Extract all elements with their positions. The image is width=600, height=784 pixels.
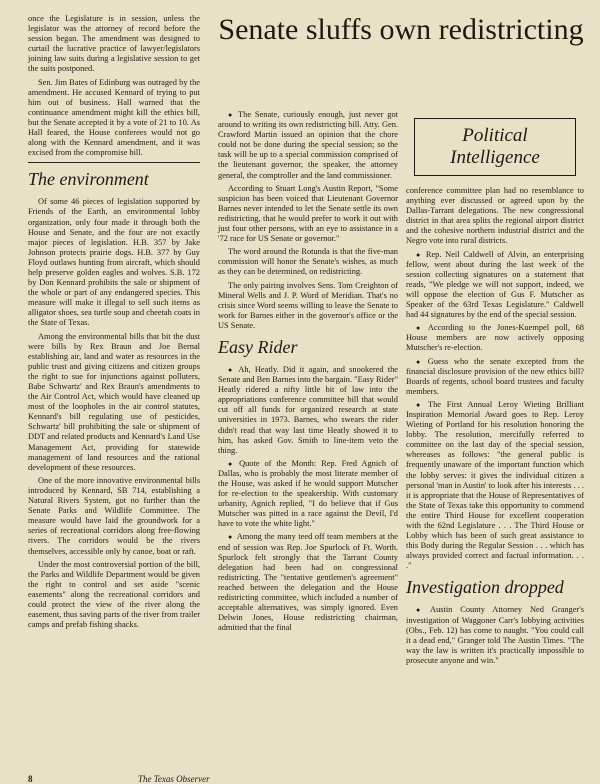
paragraph: Among the environmental bills that bit the dust were bills by Rex Braun and Joe Bernal establishing air, land and water as resources in the public trust and giving citizens and citizen groups the right to sue for injunctions against polluters, Babe Schwartz' and Rex Braun's amendments to the Air Control Act, which would have cleaned up most of the loopholes in the air control statutes, Kennard's bill regulating use of pesticides, Schwartz' bill prohibiting the sale or shipment of DDT and related products and Kennard's Land Use Management Act, providing for statewide management of land resources and the rational development of these resources. (28, 331, 200, 472)
newspaper-page (18, 13, 586, 784)
paragraph: The only pairing involves Sens. Tom Creighton of Mineral Wells and J. P. Word of Meridian. That's no crisis since Word seems willing to leave the Senate to work for Barnes either in the governor's office or the US Senate. (218, 280, 398, 330)
paragraph: Under the most controversial portion of the bill, the Parks and Wildlife Department would be given the right to control and set aside "scenic easements" along the recreational corridors and could protect the view of the river along the easement, thus saving parts of the river from trailer camps and prefab fishing shacks. (28, 559, 200, 630)
paragraph: According to Stuart Long's Austin Report, "Some suspicion has been voiced that Lieutenant Governor Barnes never intended to let the Senate settle its own redistricting, that he would prefer to work it out with just four other persons, with an eye to assistance in a '72 race for US Senate or governor." (218, 183, 398, 244)
box-title-line-1: Political (462, 125, 528, 146)
paragraph: once the Legislature is in session, unless the legislator was the attorney of record before the session began. The amendment was designed to curtail the lucrative practice of lawyer/legislators joining law suits during a legislative session to get the suits postponed. (28, 14, 200, 74)
paragraph: ● Ah, Heatly. Did it again, and snookered the Senate and Ben Barnes into the bargain. "Easy Rider" Heatly ridered a nifty little bit of law into the appropriations conference committee bill that would cut off all funds for organized research at state universities in 1973. Barnes, who swears the rider didn't read that way last time Heatly showed it to him, has asked Gov. Smith to line-item veto the thing. (218, 365, 398, 456)
political-intelligence-box (414, 118, 576, 176)
box-title-line-2: Intelligence (450, 147, 540, 168)
paragraph: ● Rep. Neil Caldwell of Alvin, an enterprising fellow, went about during the last week of the session collecting signatures on a statement that reads, "We pledge we will not support, indeed, we will oppose the election of Gus F. Mutscher as Speaker of the 63rd Texas Legislature." Caldwell had 44 signatures by the end of the special session. (406, 250, 584, 321)
page-number: 8 (28, 774, 33, 784)
paragraph: ● The First Annual Leroy Wieting Brilliant Inspiration Memorial Award goes to Rep. Leroy Wieting of Portland for his resolution honoring the lobby. The resolution, mercifully referred to committee on the last day of the special session, whereases as follows: "the general public is frequently unaware of the important function which the lobby serves: it gives the individual citizen a personal 'man in Austin' to look after his interests . . . it is appropriate that the House of Representatives of the State of Texas take this opportunity to commend the entire Third House for excellent cooperation with the 62nd Legislature . . . The Third House or Lobby which has been of such great assistance to this Body during the Regular Session . . . which has always provided correct and factual information. . . ." (406, 400, 584, 572)
paragraph: ● Austin County Attorney Ned Granger's investigation of Waggoner Carr's lobbying activities (Obs., Feb. 12) has come to naught. "You could call it a dead end," Granger told The Austin Times. "The way the law is written it's practically impossible to prosecute anyone and win." (406, 605, 584, 666)
paragraph: ● According to the Jones-Kuempel poll, 68 House members are now actively opposing Mutscher's re-election. (406, 323, 584, 353)
headline: Senate sluffs own redistricting (218, 13, 584, 46)
paragraph: ● Guess who the senate excepted from the financial disclosure provision of the new ethics bill? Boards of regents, school board trustees and faculty members. (406, 357, 584, 397)
paragraph: ● The Senate, curiously enough, just never got around to writing its own redistricting bill. Atty. Gen. Crawford Martin issued an opinion that the chore could not be done during the special session; so the task will be up to a special commission comprised of the lieutenant governor, the speaker, the attorney general, the comptroller and the land commissioner. (218, 110, 398, 181)
paragraph: Sen. Jim Bates of Edinburg was outraged by the amendment. He accused Kennard of trying to put him out of business. Hall warned that the continuance amendment might kill the ethics bill, but the Senate accepted it by a vote of 21 to 10. As Hall feared, the House conferees would not go along with the Kennard amendment, and it was excised from the compromise bill. (28, 77, 200, 158)
paragraph: conference committee plan had no resemblance to anything ever discussed or agreed upon by the Dallas-Tarrant delegations. The new congressional district in that area splits the regional airport district and the cohesive northern industrial district and the Negro vote into rural districts. (406, 186, 584, 246)
section-heading-easy-rider: Easy Rider (218, 336, 298, 357)
column-left (28, 14, 200, 633)
divider (28, 162, 200, 163)
section-heading-investigation: Investigation dropped (406, 577, 564, 598)
column-right (406, 114, 584, 669)
section-heading-environment: The environment (28, 169, 149, 190)
column-middle (218, 110, 398, 636)
paragraph: The word around the Rotunda is that the five-man commission will honor the Senate's wishes, as much as they can be determined, on redistricting. (218, 247, 398, 277)
masthead: The Texas Observer (138, 774, 210, 784)
paragraph: ● Among the many teed off team members at the end of session was Rep. Joe Spurlock of Ft. Worth. Spurlock felt strongly that the Tarrant County delegation had been had on congressional redistricting. The "tentative gentlemen's agreement" reached between the delegation and the House redistricting committee, which included a number of acceptable alternatives, was simply ignored. Even Delwin Jones, House redistricting chairman, admitted that the final (218, 532, 398, 633)
paragraph: One of the more innovative environmental bills introduced by Kennard, SB 714, establishing a Natural Rivers System, got no further than the Senate Parks and Wildlife Committee. The measure would have laid the groundwork for a series of recreational corridors along free-flowing rivers. The corridors would be the rivers themselves, accessible only by canoe, boat or raft. (28, 475, 200, 556)
paragraph: ● Quote of the Month: Rep. Fred Agnich of Dallas, who is probably the most literate member of the House, was asked if he would support Mutscher for re-election to the speakership. With customary urbanity, Agnich replied, "I do believe that if Gus Mutscher was pitted in a race against the Devil, I'd have to vote the white light." (218, 459, 398, 530)
paragraph: Of some 46 pieces of legislation supported by Friends of the Earth, an environmental lobby organization, only four made it through both the House and Senate, and the four are not exactly major pieces of legislation. H.B. 357 by Jake Johnson protects prairie dogs. H.B. 377 by Guy Floyd outlaws hunting from aircraft, which should help preserve golden eagles and wolves. S.B. 172 by Don Kennard prohibits the sale or shipment of the whole or part of any endangered species. This measure will make it illegal to sell such items as alligator shoes, sea turtle soup and cheetah coats in the State of Texas. (28, 197, 200, 328)
